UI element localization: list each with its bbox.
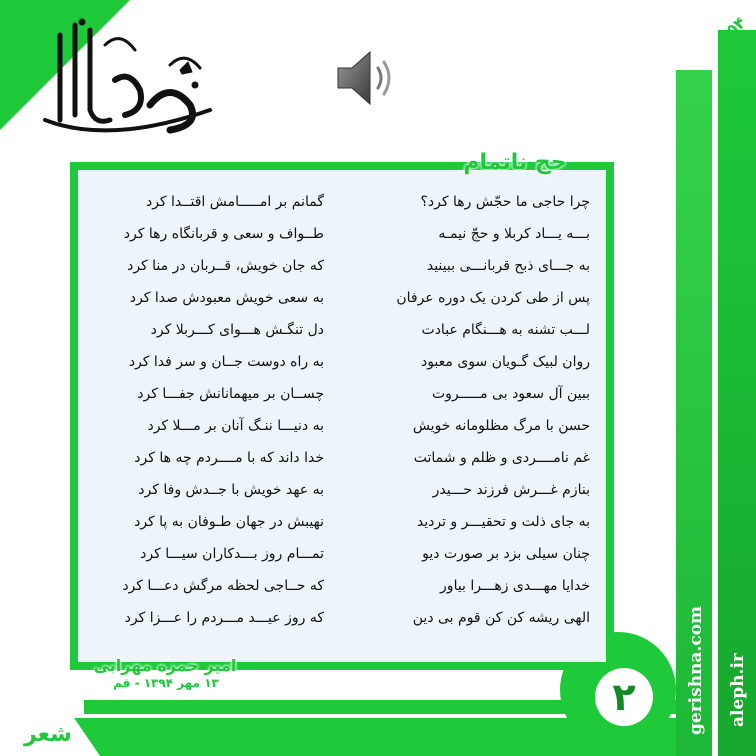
verse-row [84, 188, 600, 219]
verse-row [84, 284, 600, 315]
verse-first-hemistich: چنان سیلی بزد بر صورت دیو [422, 546, 590, 562]
page-number: ۷۵۴ [714, 12, 750, 47]
category-label: شعر [24, 722, 72, 747]
verse-second-hemistich: نهیبش در جهان طـوفان به پا کرد [134, 514, 324, 530]
verse-first-hemistich: به جـــای ذبح قربانـــی ببینید [426, 258, 590, 274]
verse-first-hemistich: خدایا مهـــدی زهـــرا بیاور [440, 578, 590, 594]
verse-second-hemistich: که حــاجی لحظه مرگش دعـــا کرد [122, 578, 324, 594]
verse-row [84, 380, 600, 411]
verse-second-hemistich: به دنیـــا ننـگ آنان بر مـــلا کرد [147, 418, 324, 434]
verse-row [84, 316, 600, 347]
verse-second-hemistich: گمانم بر امـــــامش اقتــدا کرد [145, 194, 324, 210]
poem-title: حج ناتمام [463, 150, 567, 175]
verse-row [84, 220, 600, 251]
verse-first-hemistich: ببین آل سعود بی مـــــروت [431, 386, 590, 402]
circle-number: ۲ [595, 668, 653, 726]
verse-second-hemistich: خدا داند که با مــــردم چه ها کرد [134, 450, 324, 466]
poem-date: ۱۳ مهر ۱۳۹۴ - قم [113, 676, 219, 690]
verse-second-hemistich: که روز عیـــد مـــردم را عـــزا کرد [124, 610, 324, 626]
verse-row [84, 252, 600, 283]
verse-first-hemistich: الهی ریشه کن کن قوم بی دین [412, 610, 590, 626]
verse-row [84, 508, 600, 539]
site-url-gerishna[interactable]: gerishna.com [686, 605, 706, 735]
verse-first-hemistich: بنازم غـــرش فرزند حـــیدر [432, 482, 590, 498]
site-url-aleph[interactable]: aleph.ir [728, 653, 748, 727]
verse-first-hemistich: بـــه یـــاد کربلا و حجّ نیمـه [438, 226, 590, 242]
calligraphy-logo [20, 10, 220, 145]
verse-first-hemistich: روان لبیک گـویان سوی معبود [420, 354, 590, 370]
verse-second-hemistich: دل تنگـش هـــوای کـــربلا کرد [150, 322, 324, 338]
verse-first-hemistich: غم نامــــردی و ظلم و شماتت [413, 450, 590, 466]
verse-second-hemistich: که جان خویش، قــربان در منا کرد [127, 258, 324, 274]
verse-second-hemistich: به راه دوست جــان و سر فدا کرد [128, 354, 324, 370]
verse-second-hemistich: به سعی خویش معبودش صدا کرد [129, 290, 324, 306]
verse-row [84, 604, 600, 635]
author-name: امیر حمزه مهرابی [93, 656, 237, 675]
verse-first-hemistich: چرا حاجی ما حجّش رها کرد؟ [420, 194, 590, 210]
verse-second-hemistich: چســان بر میهمانانش جفـــا کرد [137, 386, 324, 402]
verse-second-hemistich: به عهد خویش با جــدش وفا کرد [138, 482, 324, 498]
verse-row [84, 572, 600, 603]
verse-first-hemistich: حسن با مرگ مظلومانه خویش [412, 418, 590, 434]
verse-second-hemistich: تمـــام روز بـــدکاران سیـــا کرد [140, 546, 324, 562]
verse-row [84, 476, 600, 507]
verse-row [84, 348, 600, 379]
verse-second-hemistich: طــواف و سعی و قربانگاه رها کرد [123, 226, 324, 242]
verse-row [84, 444, 600, 475]
verse-row [84, 540, 600, 571]
verse-first-hemistich: به جای ذلت و تحقیـــر و تردید [416, 514, 590, 530]
verse-first-hemistich: لـــب تشنه به هـــنگام عبادت [421, 322, 590, 338]
verse-row [84, 412, 600, 443]
verse-first-hemistich: پس از طی کردن یک دوره عرفان [396, 290, 590, 306]
speaker-icon[interactable] [334, 46, 398, 110]
